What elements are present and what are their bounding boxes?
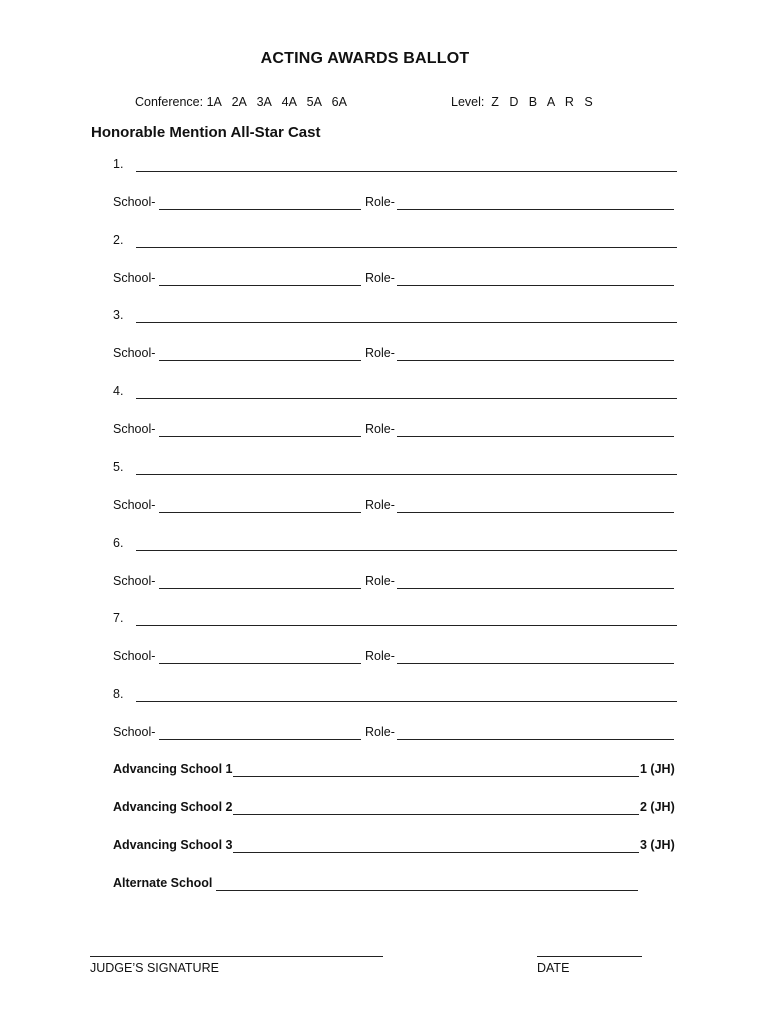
date-label: DATE: [537, 961, 570, 975]
advancing-school-suffix: 2 (JH): [640, 800, 675, 814]
role-field[interactable]: [397, 209, 674, 210]
judge-signature-label: JUDGE’S SIGNATURE: [90, 961, 219, 975]
advancing-school-label: Advancing School 2: [113, 800, 233, 814]
school-label: School-: [113, 573, 156, 588]
entry-number: 6.: [113, 535, 124, 550]
school-label: School-: [113, 346, 156, 361]
role-label: Role-: [365, 573, 395, 588]
entry-name-field[interactable]: [136, 550, 677, 551]
role-label: Role-: [365, 724, 395, 739]
entry-number: 4.: [113, 384, 124, 399]
school-label: School-: [113, 195, 156, 209]
school-field[interactable]: [159, 360, 361, 361]
section-title: Honorable Mention All-Star Cast: [91, 124, 321, 141]
advancing-school-label: Advancing School 1: [113, 762, 233, 776]
judge-signature-line[interactable]: [90, 956, 383, 957]
role-field[interactable]: [397, 588, 674, 589]
entry-name-field[interactable]: [136, 701, 677, 702]
role-field[interactable]: [397, 285, 674, 286]
advancing-school-field[interactable]: [233, 852, 639, 853]
school-field[interactable]: [159, 436, 361, 437]
entry-name-field[interactable]: [136, 398, 677, 399]
level-options: Level: Z D B A R S: [451, 95, 593, 109]
role-field[interactable]: [397, 436, 674, 437]
school-label: School-: [113, 497, 156, 512]
entry-name-field[interactable]: [136, 171, 677, 172]
alternate-school-field[interactable]: [216, 890, 638, 891]
role-label: Role-: [365, 422, 395, 437]
entry-number: 5.: [113, 459, 124, 474]
school-field[interactable]: [159, 512, 361, 513]
school-field[interactable]: [159, 663, 361, 664]
role-label: Role-: [365, 195, 395, 209]
entry-number: 1.: [113, 157, 124, 171]
entry-number: 8.: [113, 686, 124, 701]
role-label: Role-: [365, 649, 395, 664]
ballot-title: ACTING AWARDS BALLOT: [260, 50, 470, 67]
school-label: School-: [113, 649, 156, 664]
advancing-school-suffix: 3 (JH): [640, 838, 675, 852]
role-label: Role-: [365, 270, 395, 285]
conference-options: Conference: 1A 2A 3A 4A 5A 6A: [135, 95, 347, 109]
school-field[interactable]: [159, 739, 361, 740]
entry-number: 7.: [113, 611, 124, 626]
advancing-school-suffix: 1 (JH): [640, 762, 675, 776]
school-label: School-: [113, 724, 156, 739]
advancing-school-field[interactable]: [233, 814, 639, 815]
role-field[interactable]: [397, 663, 674, 664]
role-field[interactable]: [397, 360, 674, 361]
advancing-school-field[interactable]: [233, 776, 639, 777]
school-label: School-: [113, 422, 156, 437]
school-field[interactable]: [159, 285, 361, 286]
school-label: School-: [113, 270, 156, 285]
entry-name-field[interactable]: [136, 322, 677, 323]
entry-number: 2.: [113, 232, 124, 247]
entry-name-field[interactable]: [136, 474, 677, 475]
role-label: Role-: [365, 497, 395, 512]
entry-name-field[interactable]: [136, 247, 677, 248]
entry-number: 3.: [113, 308, 124, 323]
date-line[interactable]: [537, 956, 642, 957]
alternate-school-label: Alternate School: [113, 876, 213, 890]
school-field[interactable]: [159, 209, 361, 210]
school-field[interactable]: [159, 588, 361, 589]
role-field[interactable]: [397, 512, 674, 513]
entry-name-field[interactable]: [136, 625, 677, 626]
role-field[interactable]: [397, 739, 674, 740]
role-label: Role-: [365, 346, 395, 361]
advancing-school-label: Advancing School 3: [113, 838, 233, 852]
